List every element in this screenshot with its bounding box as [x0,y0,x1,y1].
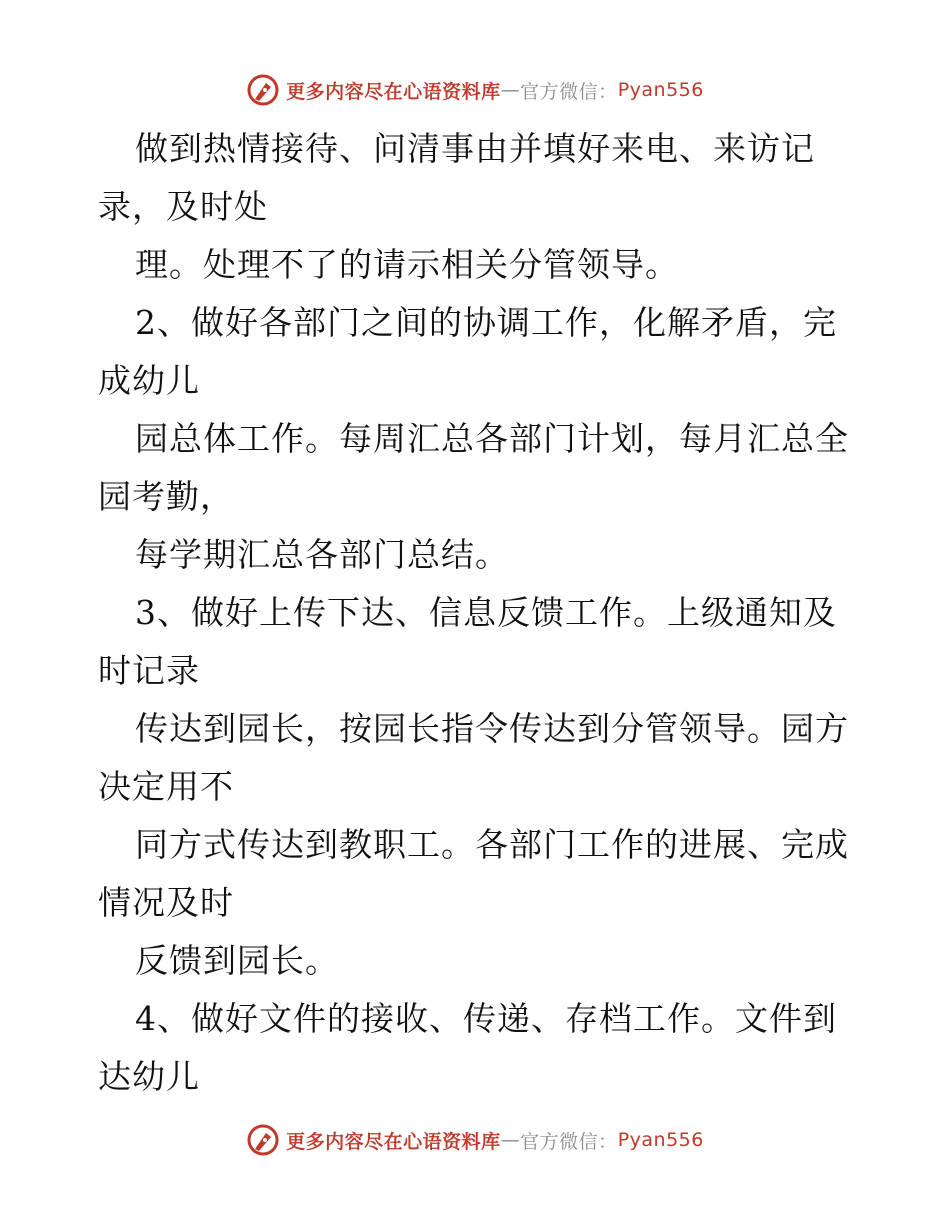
text-line: 成幼儿 [98,361,200,400]
text-line: 达幼儿 [98,1057,200,1096]
text-line: 同方式传达到教职工。各部门工作的进展、完成 [135,825,849,864]
pen-nib-circle-icon [246,1123,280,1157]
header-banner [0,70,950,110]
banner-main-text: 更多内容尽在心语资料库 [286,1130,501,1153]
text-line: 理。处理不了的请示相关分管领导。 [135,245,679,284]
footer-banner [0,1120,950,1160]
banner-wechat-id: Pyan556 [617,1129,704,1151]
banner-official-label: 官方微信： [520,1130,618,1153]
text-line: 3、做好上传下达、信息反馈工作。上级通知及 [135,593,837,632]
text-line: 做到热情接待、问清事由并填好来电、来访记 [135,129,815,168]
text-line: 录，及时处 [98,187,268,226]
banner-text [286,1127,704,1154]
text-line: 每学期汇总各部门总结。 [135,535,509,574]
text-line: 园总体工作。每周汇总各部门计划，每月汇总全 [135,419,849,458]
banner-main-text: 更多内容尽在心语资料库 [286,80,501,103]
banner-wechat-id: Pyan556 [617,79,704,101]
banner-official-label: 官方微信： [520,80,618,103]
banner-text [286,77,704,104]
text-line: 情况及时 [98,883,234,922]
text-line: 园考勤， [98,477,234,516]
document-body [98,120,858,1106]
pen-nib-circle-icon [246,73,280,107]
text-line: 时记录 [98,651,200,690]
banner-separator: — [500,1129,521,1151]
text-line: 2、做好各部门之间的协调工作，化解矛盾，完 [135,303,837,342]
text-line: 4、做好文件的接收、传递、存档工作。文件到 [135,999,837,1038]
text-line: 反馈到园长。 [135,941,339,980]
text-line: 传达到园长，按园长指令传达到分管领导。园方 [135,709,849,748]
banner-separator: — [500,79,521,101]
text-line: 决定用不 [98,767,234,806]
